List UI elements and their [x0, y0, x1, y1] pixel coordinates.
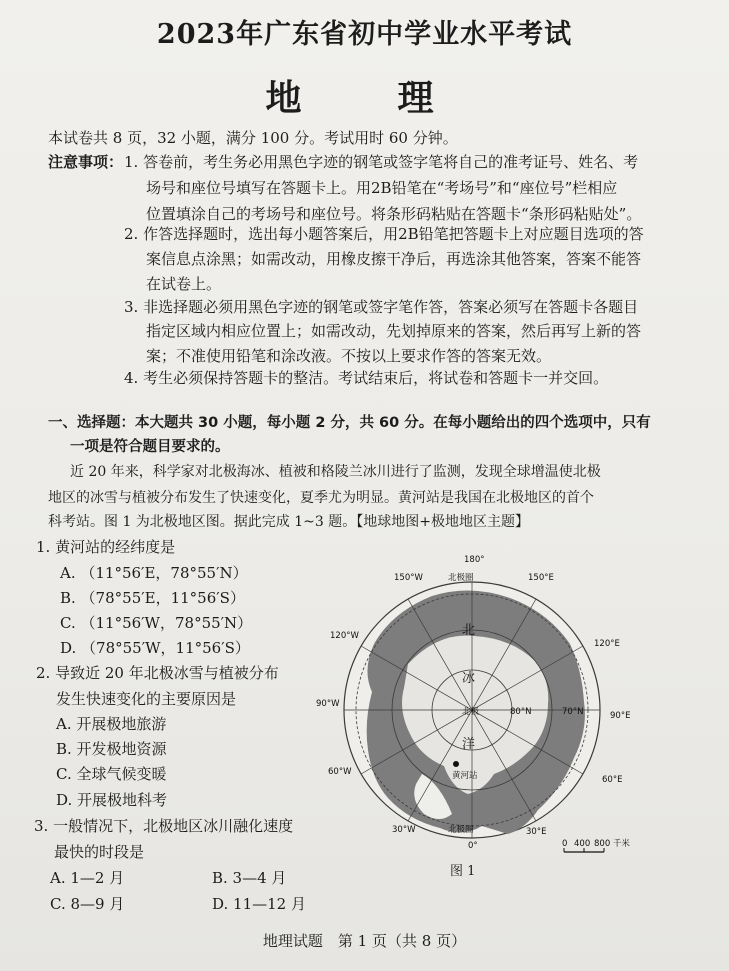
question-3-stem-2: 最快的时段是	[54, 843, 145, 861]
label-30e: 30°E	[526, 827, 547, 837]
label-ocean-3: 洋	[462, 737, 476, 752]
label-150w: 150°W	[394, 573, 423, 583]
q1-option-d: D. （78°55′W，11°56′S）	[60, 639, 250, 657]
label-180: 180°	[464, 555, 485, 565]
exam-title: 2023年广东省初中学业水平考试	[156, 19, 573, 50]
note-3-line-1: 3. 非选择题必须用黑色字迹的钢笔或签字笔作答，答案必须写在答题卡各题目	[124, 298, 639, 316]
intro-line: 本试卷共 8 页，32 小题，满分 100 分。考试用时 60 分钟。	[48, 129, 458, 147]
q3-option-b: B. 3—4 月	[212, 869, 287, 887]
note-4-line-1: 4. 考生必须保持答题卡的整洁。考试结束后，将试卷和答题卡一并交回。	[124, 369, 609, 387]
note-1-line-3: 位置填涂自己的考场号和座位号。将条形码粘贴在答题卡“条形码粘贴处”。	[146, 205, 642, 223]
label-station: 黄河站	[452, 771, 478, 781]
label-0: 0°	[468, 841, 478, 851]
q1-option-b: B. （78°55′E，11°56′S）	[60, 589, 245, 607]
q2-option-c: C. 全球气候变暖	[56, 765, 167, 783]
q3-option-a: A. 1—2 月	[50, 869, 125, 887]
label-scale-0: 0	[562, 839, 568, 849]
question-1-stem: 1. 黄河站的经纬度是	[36, 538, 176, 556]
label-90e: 90°E	[610, 711, 631, 721]
note-2-line-1: 2. 作答选择题时，选出每小题答案后，用2B铅笔把答题卡上对应题目选项的答	[124, 225, 644, 243]
q2-option-b: B. 开发极地资源	[56, 740, 167, 758]
passage-line-1: 近 20 年来，科学家对北极海冰、植被和格陵兰冰川进行了监测，发现全球增温使北极	[70, 464, 601, 480]
label-120e: 120°E	[594, 639, 620, 649]
figure-caption: 图 1	[450, 864, 476, 879]
label-150e: 150°E	[528, 573, 554, 583]
passage-line-2: 地区的冰雪与植被分布发生了快速变化，夏季尤为明显。黄河站是我国在北极地区的首个	[48, 490, 594, 506]
note-1-line-2: 场号和座位号填写在答题卡上。用2B铅笔在“考场号”和“座位号”栏相应	[146, 179, 618, 197]
q3-option-d: D. 11—12 月	[212, 895, 306, 913]
question-2-stem-1: 2. 导致近 20 年北极冰雪与植被分布	[36, 664, 279, 682]
label-pole: 北极	[462, 707, 480, 717]
q1-option-a: A. （11°56′E，78°55′N）	[60, 564, 248, 582]
arctic-map	[312, 552, 640, 878]
question-2-stem-2: 发生快速变化的主要原因是	[56, 690, 237, 708]
label-60e: 60°E	[602, 775, 623, 785]
label-circle-bottom: 北极圈	[448, 825, 474, 835]
arctic-map-svg	[312, 552, 640, 878]
section-heading: 一、选择题：本大题共 30 小题，每小题 2 分，共 60 分。在每小题给出的四个选项中，只有	[48, 415, 651, 431]
passage-line-3: 科考站。图 1 为北极地区图。据此完成 1~3 题。【地球地图+极地地区主题】	[48, 514, 529, 530]
label-80n: 80°N	[510, 707, 532, 717]
notes-label: 注意事项：	[48, 153, 124, 171]
subject-title: 地 理	[265, 77, 464, 119]
note-3-line-2: 指定区域内相应位置上；如需改动，先划掉原来的答案，然后再写上新的答	[146, 322, 642, 340]
note-2-line-3: 在试卷上。	[146, 275, 222, 293]
q2-option-a: A. 开展极地旅游	[56, 715, 167, 733]
label-70n: 70°N	[562, 707, 584, 717]
section-heading-cont: 一项是符合题目要求的。	[70, 439, 230, 455]
label-90w: 90°W	[316, 699, 340, 709]
q3-option-c: C. 8—9 月	[50, 895, 125, 913]
label-ocean-2: 冰	[462, 671, 476, 686]
label-30w: 30°W	[392, 825, 416, 835]
q2-option-d: D. 开展极地科考	[56, 791, 168, 809]
page-footer: 地理试题 第 1 页（共 8 页）	[262, 932, 467, 950]
label-scale-800: 800 千米	[594, 839, 630, 849]
label-circle-top: 北极圈	[448, 573, 474, 583]
label-120w: 120°W	[330, 631, 359, 641]
label-ocean-1: 北	[462, 623, 476, 638]
station-marker	[453, 761, 459, 767]
label-60w: 60°W	[328, 767, 352, 777]
note-2-line-2: 案信息点涂黑；如需改动，用橡皮擦干净后，再选涂其他答案，答案不能答	[146, 250, 642, 268]
question-3-stem-1: 3. 一般情况下，北极地区冰川融化速度	[34, 817, 294, 835]
note-1-line-1: 1. 答卷前，考生务必用黑色字迹的钢笔或签字笔将自己的准考证号、姓名、考	[124, 153, 639, 171]
note-3-line-3: 案；不准使用铅笔和涂改液。不按以上要求作答的答案无效。	[146, 347, 552, 365]
label-scale-400: 400	[574, 839, 591, 849]
q1-option-c: C. （11°56′W，78°55′N）	[60, 614, 253, 632]
